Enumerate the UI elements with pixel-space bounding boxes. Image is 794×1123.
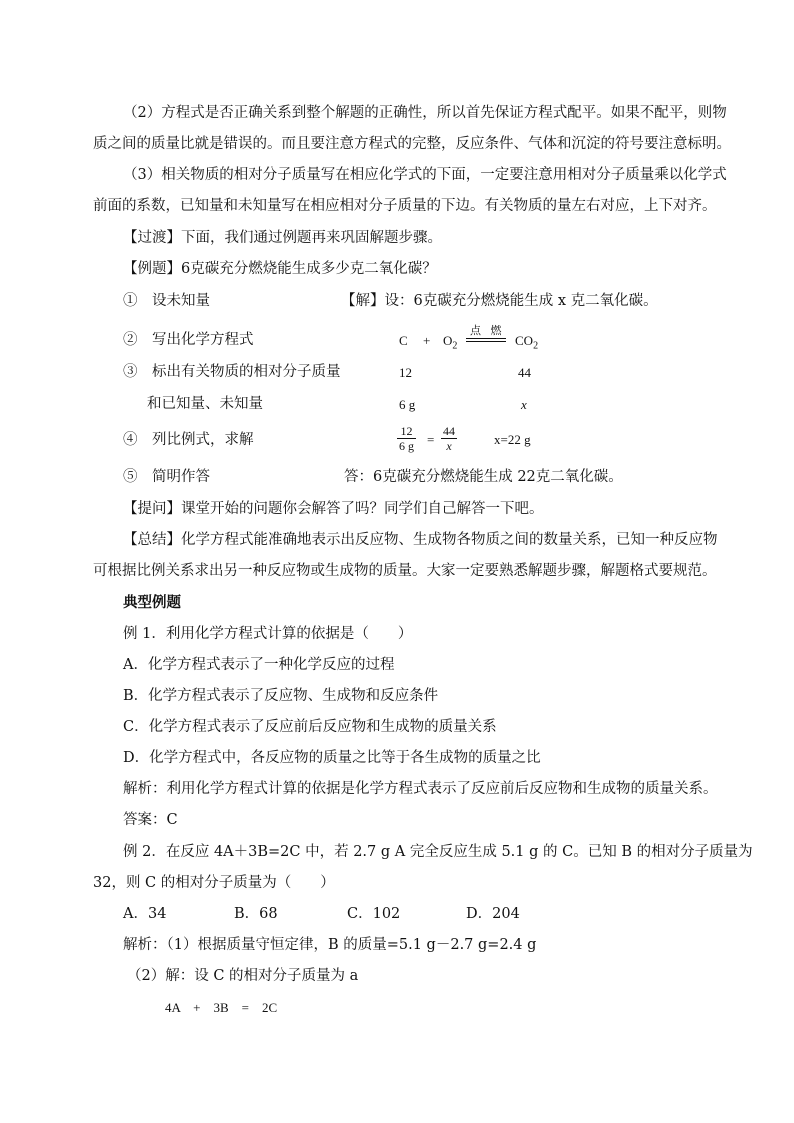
example-1-answer: 答案：C [123, 812, 178, 828]
step-4-label: ④ 列比例式，求解 [123, 432, 254, 448]
paragraph-2-line-1: （2）方程式是否正确关系到整个解题的正确性，所以首先保证方程式配平。如果不配平，则物 [123, 105, 727, 121]
equation-arrow-bar-bottom [466, 341, 506, 342]
step-1-label: ① 设未知量 [123, 293, 210, 309]
transition-text: 【过渡】下面，我们通过例题再来巩固解题步骤。 [123, 230, 442, 246]
relative-mass-co2: 44 [518, 365, 531, 380]
paragraph-3-line-1: （3）相关物质的相对分子质量写在相应化学式的下面，一定要注意用相对分子质量乘以化学式 [123, 167, 727, 183]
step-1-solution: 【解】设：6克碳充分燃烧能生成 x 克二氧化碳。 [341, 293, 658, 309]
example-1-option-c: C．化学方程式表示了反应前后反应物和生成物的质量关系 [123, 719, 497, 735]
example-2-analysis-1: 解析：（1）根据质量守恒定律，B 的质量=5.1 g－2.7 g=2.4 g [123, 937, 537, 953]
proportion-equals: = [427, 432, 435, 447]
step-2-label: ② 写出化学方程式 [123, 332, 254, 348]
summary-line-1: 【总结】化学方程式能准确地表示出反应物、生成物各物质之间的数量关系，已知一种反应物 [123, 532, 718, 548]
example-1-question: 例 1．利用化学方程式计算的依据是（ ） [123, 626, 413, 642]
example-1-option-b: B．化学方程式表示了反应物、生成物和反应条件 [123, 688, 439, 704]
example-2-option-a: A．34 [123, 906, 167, 922]
step-3-label: ③ 标出有关物质的相对分子质量 [123, 364, 341, 380]
step-5-answer: 答：6克碳充分燃烧能生成 22克二氧化碳。 [344, 469, 623, 485]
step-3b-label: 和已知量、未知量 [147, 396, 263, 412]
proportion-fraction-left: $\frac{12}{6 g}$ [399, 424, 414, 453]
step-5-label: ⑤ 简明作答 [123, 469, 210, 485]
equation-plus: + [423, 333, 431, 348]
question-text: 【提问】课堂开始的问题你会解答了吗？同学们自己解答一下吧。 [123, 501, 544, 517]
equation-oxygen: $O_2$ [443, 333, 458, 352]
example-2-analysis-2: （2）解：设 C 的相对分子质量为 a [127, 968, 359, 984]
example-1-option-a: A．化学方程式表示了一种化学反应的过程 [123, 657, 395, 673]
example-2-option-c: C．102 [347, 906, 401, 922]
equation-arrow-bar-top [466, 338, 506, 339]
example-1-option-d: D．化学方程式中，各反应物的质量之比等于各生成物的质量之比 [123, 750, 541, 766]
example-question: 【例题】6克碳充分燃烧能生成多少克二氧化碳？ [123, 261, 437, 277]
example-2-question-line-2: 32，则 C 的相对分子质量为（ ） [93, 875, 335, 891]
example-2-option-b: B．68 [234, 906, 278, 922]
summary-line-2: 可根据比例关系求出另一种反应物或生成物的质量。大家一定要熟悉解题步骤，解题格式要规范。 [93, 563, 717, 579]
equation-condition: 点 燃 [470, 324, 505, 337]
equation-carbon-dioxide: $CO_2$ [515, 333, 539, 352]
example-2-question-line-1: 例 2．在反应 4A＋3B=2C 中，若 2.7 g A 完全反应生成 5.1 g 的 C。已知 B 的相对分子质量为 [123, 844, 753, 860]
unknown-mass: x [521, 397, 527, 412]
example-1-analysis: 解析：利用化学方程式计算的依据是化学方程式表示了反应前后反应物和生成物的质量关系。 [123, 781, 718, 797]
proportion-result: x=22 g [494, 432, 531, 447]
equation-carbon: C [399, 333, 408, 348]
paragraph-2-line-2: 质之间的质量比就是错误的。而且要注意方程式的完整，反应条件、气体和沉淀的符号要注意标明。 [93, 136, 731, 152]
known-mass: 6 g [399, 397, 416, 412]
proportion-fraction-right: $\frac{44}{x}$ [443, 424, 455, 453]
example-2-option-d: D．204 [466, 906, 520, 922]
paragraph-3-line-2: 前面的系数，已知量和未知量写在相应相对分子质量的下边。有关物质的量左右对应，上下对齐。 [93, 198, 717, 214]
typical-examples-heading: 典型例题 [123, 594, 181, 611]
example-2-equation: 4A + 3B = 2C [165, 1000, 278, 1015]
relative-mass-carbon: 12 [399, 365, 412, 380]
